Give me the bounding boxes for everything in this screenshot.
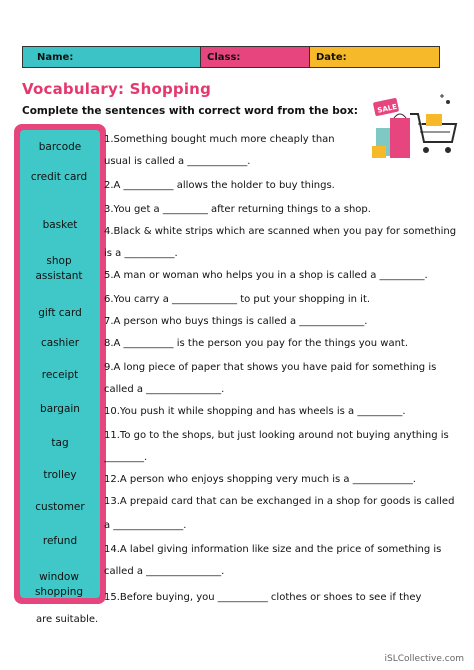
sentence-line: 2.A __________ allows the holder to buy things.	[104, 180, 335, 191]
sentence-line: 12.A person who enjoys shopping very much is a ____________.	[104, 474, 416, 485]
word-item: customer	[35, 501, 85, 513]
sentence-line: 10.You push it while shopping and has wheels is a _________.	[104, 406, 406, 417]
sentence-line: called a _______________.	[104, 384, 225, 395]
sentence-line: 14.A label giving information like size and the price of something is	[104, 544, 442, 555]
instructions: Complete the sentences with correct word from the box:	[22, 105, 358, 117]
sentence-line: is a __________.	[104, 248, 178, 259]
word-item: tag	[51, 437, 69, 449]
class-field[interactable]: Class:	[201, 47, 310, 67]
word-item: bargain	[40, 403, 80, 415]
sentence-line: called a _______________.	[104, 566, 225, 577]
header-bar	[22, 46, 440, 68]
word-item: window shopping	[34, 571, 84, 598]
word-box	[14, 124, 106, 604]
sentence-line: 1.Something bought much more cheaply than	[104, 134, 335, 145]
page-title: Vocabulary: Shopping	[22, 80, 212, 98]
sale-tag: SALE	[376, 102, 398, 115]
word-item: gift card	[38, 307, 82, 319]
word-item: cashier	[40, 337, 80, 349]
sentence-line: 9.A long piece of paper that shows you have paid for something is	[104, 362, 437, 373]
sentence-line: ________.	[104, 452, 148, 463]
word-item: trolley	[43, 469, 77, 481]
sentence-line: 13.A prepaid card that can be exchanged in a shop for goods is called	[104, 496, 455, 507]
sentence-line: 7.A person who buys things is called a _____________.	[104, 316, 368, 327]
word-item: receipt	[41, 369, 79, 381]
sentence-line: are suitable.	[36, 614, 99, 625]
sentence-line: 6.You carry a _____________ to put your shopping in it.	[104, 294, 371, 305]
word-item: shop assistant	[35, 255, 83, 282]
word-item: barcode	[38, 141, 82, 153]
name-field[interactable]: Name:	[23, 47, 201, 67]
word-item: credit card	[30, 171, 88, 183]
sentence-line: 3.You get a _________ after returning things to a shop.	[104, 204, 371, 215]
sentence-line: a ______________.	[104, 520, 187, 531]
word-item: basket	[42, 219, 78, 231]
word-item: refund	[42, 535, 78, 547]
sentence-line: 4.Black & white strips which are scanned when you pay for something	[104, 226, 457, 237]
sentence-line: usual is called a ____________.	[104, 156, 251, 167]
word-box-inner	[20, 130, 100, 598]
sentence-line: 8.A __________ is the person you pay for the things you want.	[104, 338, 409, 349]
site-watermark: iSLCollective.com	[384, 654, 464, 664]
shopping-illustration	[366, 88, 462, 166]
sentence-line: 11.To go to the shops, but just looking around not buying anything is	[104, 430, 449, 441]
sentence-line: 15.Before buying, you __________ clothes or shoes to see if they	[104, 592, 422, 603]
sentence-line: 5.A man or woman who helps you in a shop is called a _________.	[104, 270, 428, 281]
date-field[interactable]: Date:	[310, 47, 439, 67]
